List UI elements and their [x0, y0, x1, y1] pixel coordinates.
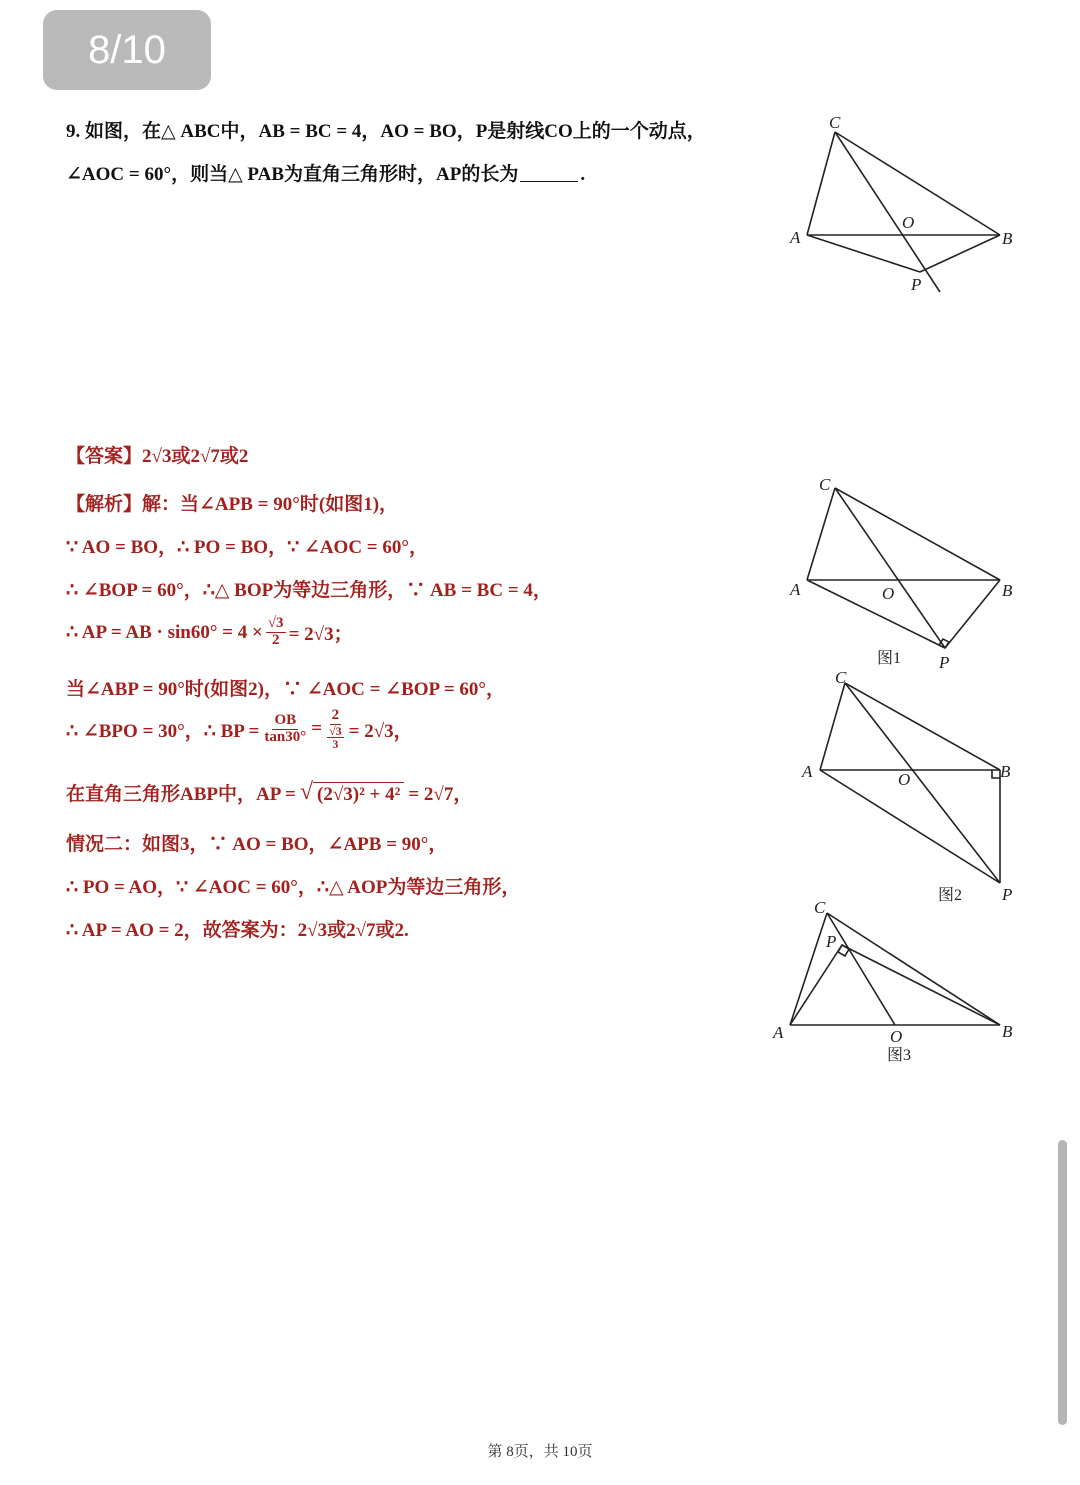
- analysis-text-1: 解：当∠APB = 90°时(如图1)，: [142, 494, 399, 515]
- fraction-numerator: OB: [274, 712, 297, 729]
- nested-numerator: √3: [329, 723, 342, 738]
- fraction-sqrt3-over-2: [266, 616, 286, 649]
- fraction-numerator: 2: [331, 707, 340, 723]
- answer-line: [66, 441, 248, 468]
- label-b: B: [1000, 762, 1011, 781]
- analysis-line-1: [66, 489, 398, 516]
- segment-ac: [820, 683, 845, 770]
- caption-fig3: 图3: [887, 1047, 912, 1064]
- label-a: A: [773, 1023, 784, 1042]
- fraction-denominator: tan30°: [264, 728, 307, 745]
- label-c: C: [819, 475, 831, 494]
- figure-main: [780, 110, 1020, 300]
- segment-cb: [827, 913, 1000, 1025]
- fraction-denominator: 2: [271, 631, 280, 648]
- analysis-line-2: ∵ AO = BO，∴ PO = BO，∵ ∠AOC = 60°，: [66, 537, 428, 558]
- page-indicator: 8/10: [43, 10, 211, 90]
- fraction-numerator: √3: [267, 615, 284, 631]
- segment-pb: [842, 945, 1000, 1025]
- analysis-line-3: ∴ ∠BOP = 60°，∴△ BOP为等边三角形，∵ AB = BC = 4，: [66, 580, 552, 601]
- label-c: C: [835, 668, 847, 687]
- answer-text: 2√3或2√7或2: [142, 446, 249, 467]
- label-o: O: [902, 213, 915, 232]
- segment-ap: [807, 580, 945, 648]
- label-a: A: [790, 580, 801, 599]
- scrollbar-thumb[interactable]: [1058, 1140, 1067, 1425]
- caption-fig1: 图1: [877, 650, 902, 667]
- equals-sign: =: [311, 718, 323, 740]
- label-p: P: [939, 653, 950, 670]
- label-b: B: [1002, 229, 1013, 248]
- segment-cb: [835, 488, 1000, 580]
- segment-bp: [920, 235, 1000, 272]
- label-o: O: [890, 1027, 903, 1046]
- label-b: B: [1002, 1022, 1013, 1041]
- analysis-line-9: ∴ PO = AO，∵ ∠AOC = 60°，∴△ AOP为等边三角形，: [66, 877, 521, 898]
- segment-ac: [790, 913, 827, 1025]
- analysis-line-4-b: = 2√3；: [288, 623, 353, 645]
- analysis-line-5: 当∠ABP = 90°时(如图2)，∵ ∠AOC = ∠BOP = 60°，: [66, 679, 506, 700]
- question-line-1: 9. 如图，在△ ABC中，AB = BC = 4，AO = BO，P是射线CO上的一个动点，: [66, 121, 706, 142]
- right-angle-mark: [992, 770, 1000, 778]
- question-line-2-end: .: [580, 164, 586, 185]
- fraction-2-over-sqrt3-3: [325, 708, 346, 751]
- fraction-ob-over-tan30: [262, 713, 308, 746]
- caption-fig2: 图2: [938, 887, 963, 904]
- analysis-line-7-b: = 2√7，: [408, 784, 473, 805]
- label-c: C: [829, 113, 841, 132]
- label-o: O: [882, 584, 895, 603]
- segment-co: [827, 913, 895, 1025]
- label-o: O: [898, 770, 911, 789]
- answer-blank: [520, 181, 578, 182]
- nested-denominator: 3: [332, 737, 339, 752]
- nested-fraction: [327, 725, 344, 751]
- label-p: P: [1002, 885, 1013, 904]
- radicand: (2√3)² + 4²: [313, 782, 404, 804]
- segment-ap: [807, 235, 920, 272]
- segment-ap: [790, 945, 842, 1025]
- radical-sign: √: [299, 779, 314, 805]
- page-footer: 第 8页，共 10页: [487, 1444, 593, 1460]
- figure-3: [770, 895, 1020, 1070]
- segment-bp: [945, 580, 1000, 648]
- analysis-tag: 【解析】: [66, 494, 143, 515]
- analysis-line-8: 情况二：如图3，∵ AO = BO，∠APB = 90°，: [66, 834, 448, 855]
- ray-co: [835, 132, 940, 292]
- segment-ac: [807, 132, 835, 235]
- analysis-line-7: [66, 779, 472, 806]
- analysis-line-10: ∴ AP = AO = 2，故答案为：2√3或2√7或2.: [66, 920, 409, 941]
- segment-cp: [835, 488, 945, 648]
- analysis-line-7-a: 在直角三角形ABP中，AP =: [66, 784, 296, 805]
- label-p: P: [826, 932, 837, 951]
- analysis-line-4: [66, 616, 353, 649]
- label-p: P: [911, 275, 922, 294]
- analysis-line-6-a: ∴ ∠BPO = 30°，∴ BP =: [66, 720, 260, 742]
- segment-ac: [807, 488, 835, 580]
- figure-1: [780, 470, 1020, 670]
- analysis-line-6-b: = 2√3，: [348, 720, 413, 742]
- analysis-line-6: [66, 708, 413, 751]
- figure-2: [790, 665, 1030, 910]
- label-a: A: [802, 762, 813, 781]
- question-line-2: [66, 159, 585, 186]
- segment-cp: [845, 683, 1000, 883]
- analysis-line-4-a: ∴ AP = AB · sin60° = 4 ×: [66, 621, 263, 643]
- label-a: A: [790, 228, 801, 247]
- fraction-denominator: [325, 725, 346, 751]
- question-line-2-text: ∠AOC = 60°，则当△ PAB为直角三角形时，AP的长为: [66, 164, 519, 185]
- answer-tag: 【答案】: [66, 446, 143, 467]
- segment-cb: [845, 683, 1000, 770]
- label-b: B: [1002, 581, 1013, 600]
- label-c: C: [814, 898, 826, 917]
- segment-cb: [835, 132, 1000, 235]
